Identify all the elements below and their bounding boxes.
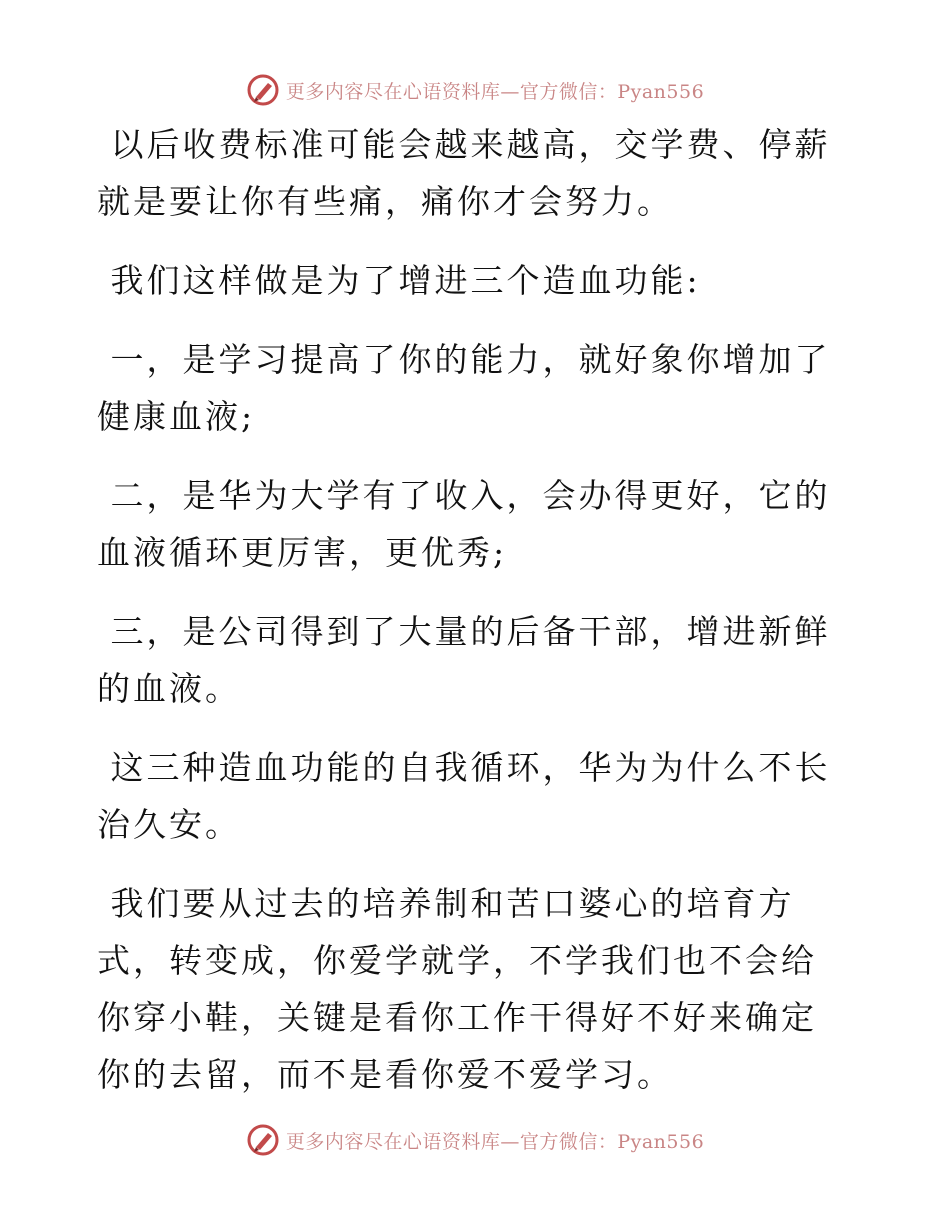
document-body (97, 116, 837, 1125)
footer-banner-text: 更多内容尽在心语资料库—官方微信：Pyan556 (285, 1130, 705, 1153)
paragraph-6: 这三种造血功能的自我循环，华为为什么不长治久安。 (97, 748, 831, 844)
pen-logo-icon (246, 1123, 280, 1157)
paragraph-5: 三，是公司得到了大量的后备干部，增进新鲜的血液。 (97, 612, 831, 708)
footer-banner (0, 1120, 950, 1160)
paragraph-2: 我们这样做是为了增进三个造血功能: (97, 261, 701, 300)
paragraph-3: 一，是学习提高了你的能力，就好象你增加了健康血液; (97, 340, 831, 436)
paragraph-4: 二，是华为大学有了收入，会办得更好，它的血液循环更厉害，更优秀; (97, 476, 831, 572)
paragraph-7: 我们要从过去的培养制和苦口婆心的培育方式，转变成，你爱学就学，不学我们也不会给你穿小鞋，关键是看你工作干得好不好来确定你的去留，而不是看你爱不爱学习。 (97, 884, 817, 1094)
pen-logo-icon (246, 73, 280, 107)
header-banner (0, 70, 950, 110)
paragraph-1: 以后收费标准可能会越来越高，交学费、停薪就是要让你有些痛，痛你才会努力。 (97, 125, 831, 221)
header-banner-text: 更多内容尽在心语资料库—官方微信：Pyan556 (285, 80, 705, 103)
